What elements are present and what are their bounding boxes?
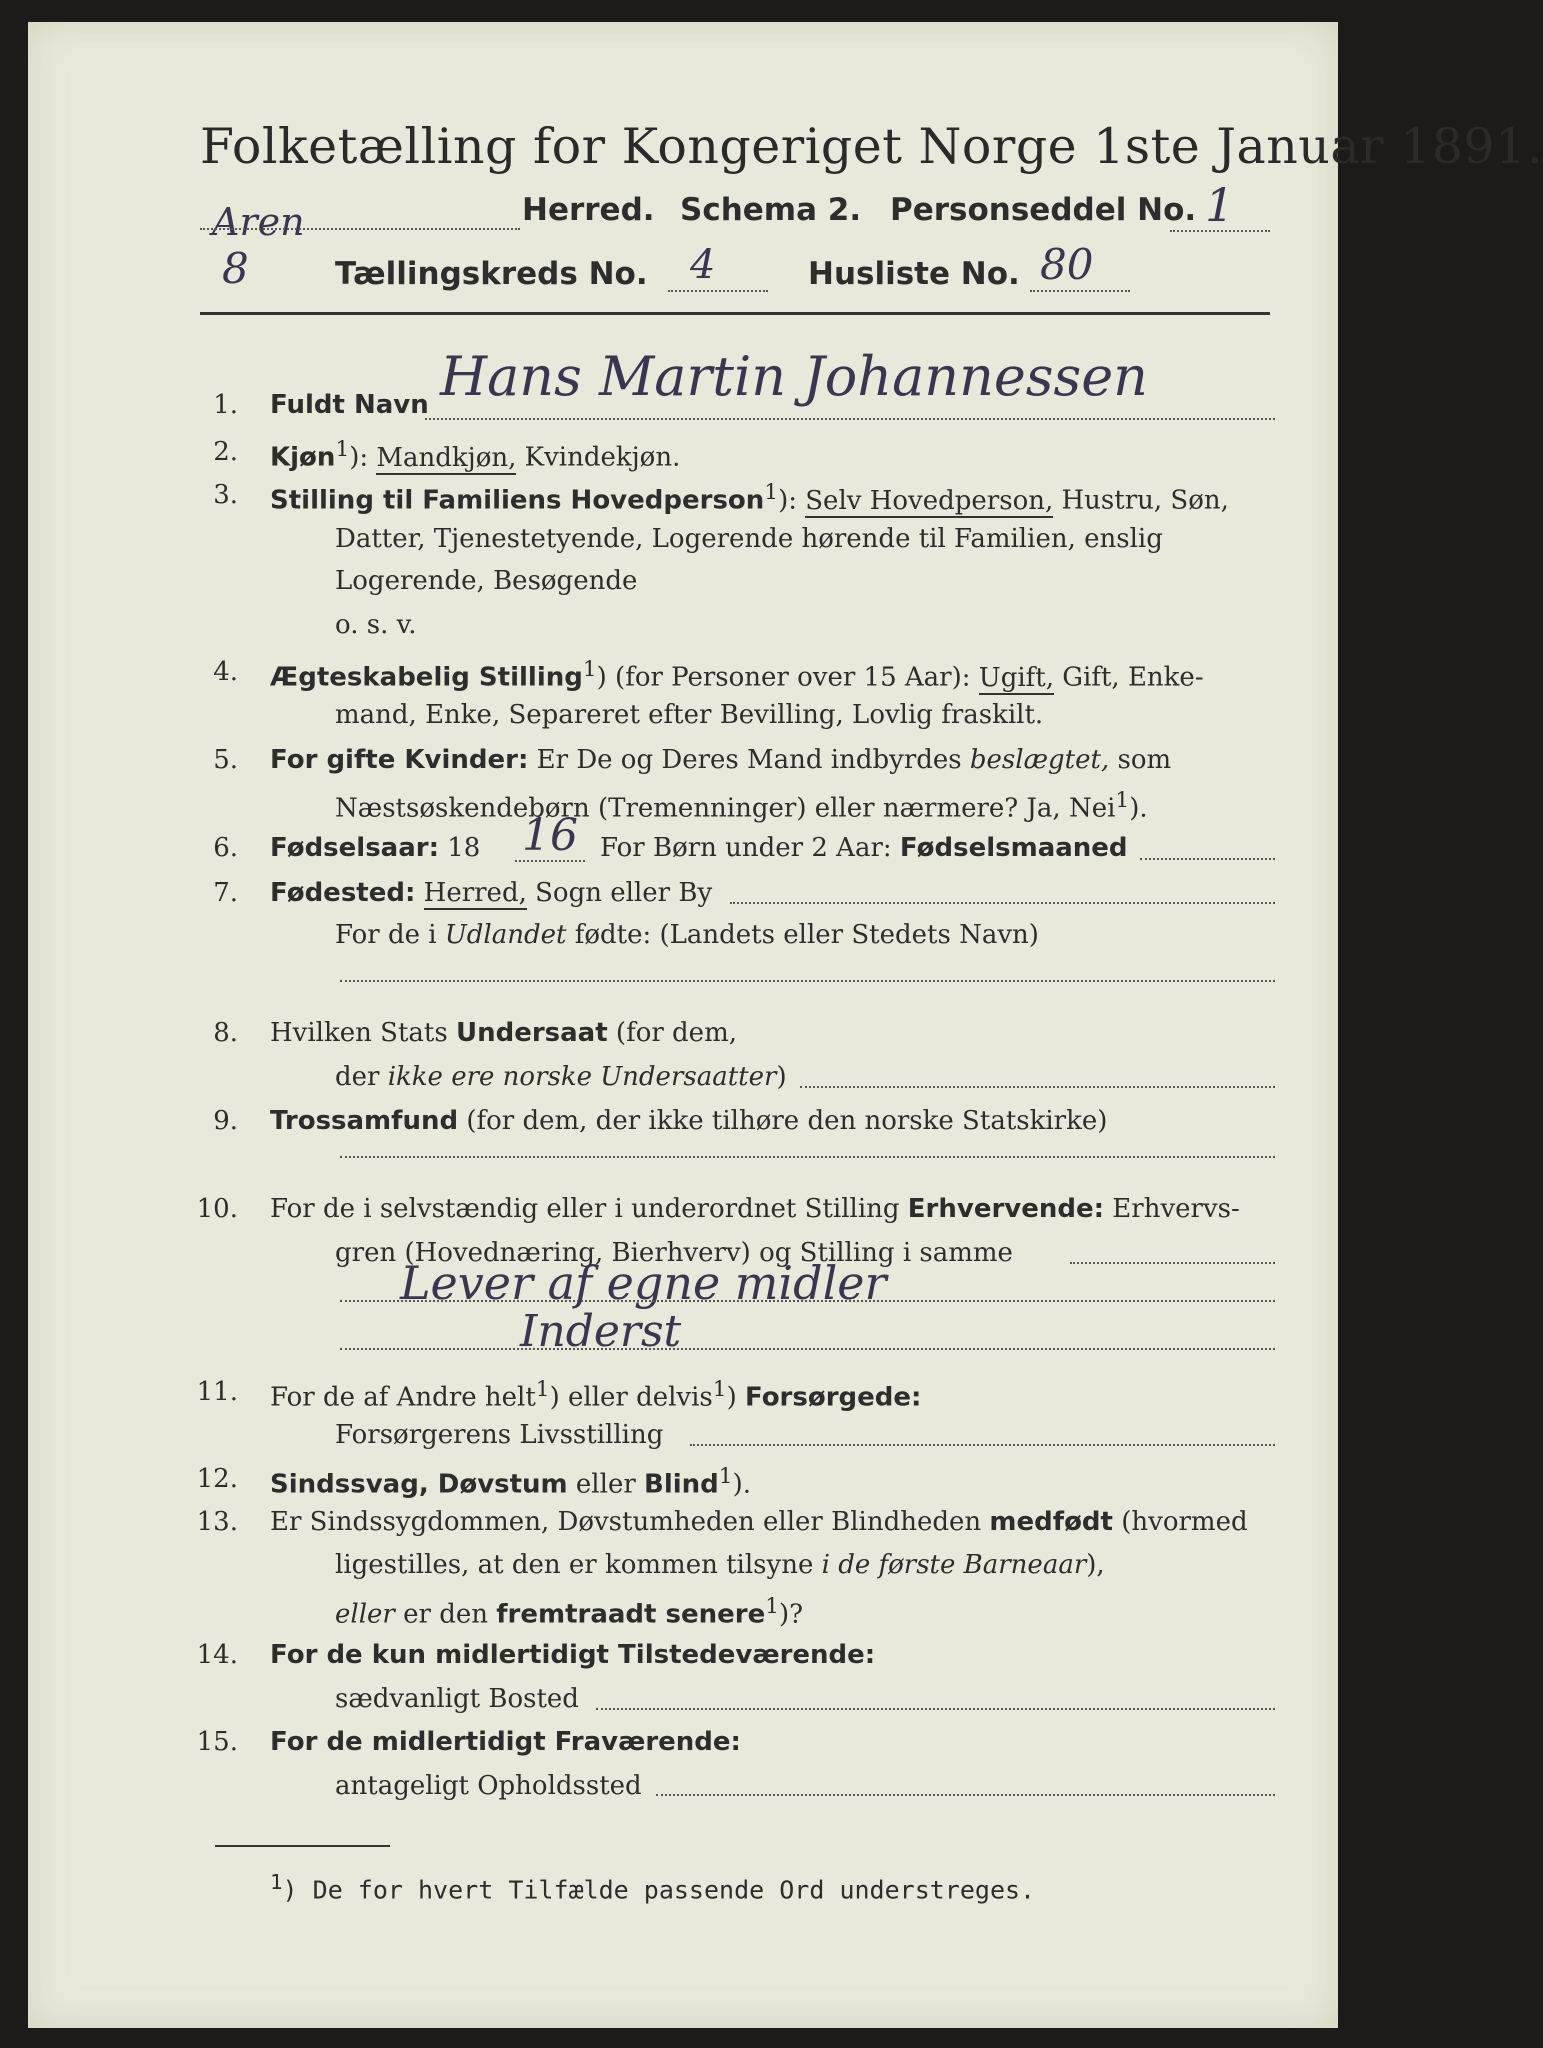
- q10-number: 10.: [196, 1194, 238, 1224]
- q10-answer2: Inderst: [520, 1306, 682, 1357]
- q3-line1: [270, 480, 1229, 516]
- q7-option-herred: Herred,: [423, 878, 527, 908]
- q6-prefix: 18: [439, 833, 481, 863]
- q7-answer-dotted-line: [340, 980, 1275, 982]
- husliste-dotted-line: [1030, 290, 1130, 292]
- schema-label: Schema 2.: [680, 192, 862, 228]
- q11-sup2: 1: [712, 1377, 727, 1402]
- q15-dotted-line: [656, 1794, 1275, 1796]
- q4-number: 4.: [213, 657, 238, 687]
- q13-line2b: ),: [1086, 1550, 1105, 1580]
- q6-month-dotted-line: [1140, 858, 1275, 860]
- q10-answer1: Lever af egne midler: [400, 1256, 887, 1310]
- q8-label: Undersaat: [455, 1018, 608, 1048]
- q6-mid: For Børn under 2 Aar:: [600, 833, 900, 863]
- q2-option-mandkjon: Mandkjøn,: [376, 442, 517, 473]
- q5-end: ).: [1129, 793, 1148, 824]
- q13-line3a: eller: [335, 1599, 395, 1630]
- q5-rest1b: som: [1109, 745, 1172, 775]
- q5-number: 5.: [213, 745, 238, 775]
- q7-dotted-line: [730, 902, 1275, 904]
- q13-line3b: er den: [394, 1599, 497, 1630]
- q3-line2: Datter, Tjenestetyende, Logerende hørende til Familien, enslig: [335, 524, 1163, 554]
- q13-em: i de første Barneaar: [821, 1550, 1087, 1580]
- q12-label2: Blind: [644, 1469, 719, 1500]
- q12-end: ).: [732, 1469, 751, 1500]
- q7-em: Udlandet: [444, 920, 567, 950]
- q10-line2-dotted-line: [1070, 1262, 1275, 1264]
- husliste-label: Husliste No.: [808, 256, 1020, 292]
- q15-number: 15.: [196, 1727, 238, 1757]
- q11-dotted-line: [690, 1444, 1275, 1446]
- q13-line3: [335, 1594, 803, 1630]
- q3-pre: ):: [778, 485, 806, 516]
- q10-line1: [270, 1194, 1240, 1224]
- q6-line: [270, 833, 480, 863]
- herred-dotted-line: [200, 228, 520, 230]
- q10-line2: gren (Hovednæring, Bierhverv) og Stilling i samme: [335, 1238, 1013, 1268]
- q7-line2b: fødte: (Landets eller Stedets Navn): [566, 920, 1039, 950]
- q12-label: Sindssvag, Døvstum: [270, 1469, 568, 1500]
- form-title: Folketælling for Kongeriget Norge 1ste Januar 1891.: [200, 118, 1543, 175]
- q7-rest1: Sogn eller By: [526, 878, 713, 908]
- q3-line3: Logerende, Besøgende: [335, 566, 638, 596]
- q3-rest1: Hustru, Søn,: [1053, 485, 1229, 516]
- footnote-sup: 1: [270, 1870, 283, 1894]
- q11-line1c: ): [726, 1382, 745, 1413]
- q4-rest1: Gift, Enke-: [1054, 662, 1204, 693]
- q8-line1a: Hvilken Stats: [270, 1018, 456, 1048]
- q1-number: 1.: [213, 390, 238, 420]
- q2-line: [270, 437, 680, 473]
- q3-number: 3.: [213, 480, 238, 510]
- q4-line1: [270, 657, 1204, 693]
- q7-label: Fødested:: [270, 878, 416, 908]
- q11-line2: Forsørgerens Livsstilling: [335, 1420, 664, 1450]
- q15-label: For de midlertidigt Fraværende:: [270, 1727, 741, 1757]
- q2-number: 2.: [213, 437, 238, 467]
- q4-line2: mand, Enke, Separeret efter Bevilling, Lovlig fraskilt.: [335, 700, 1044, 730]
- q14-line2: sædvanligt Bosted: [335, 1684, 579, 1714]
- q13-line2a: ligestilles, at den er kommen tilsyne: [335, 1550, 822, 1580]
- header-divider: [200, 312, 1270, 315]
- q6-label: Fødselsaar:: [270, 833, 439, 863]
- q12-number: 12.: [196, 1464, 238, 1494]
- q5-em: beslægtet,: [969, 745, 1110, 775]
- q6-number: 6.: [213, 833, 238, 863]
- q4-sup: 1: [582, 657, 597, 682]
- q8-number: 8.: [213, 1018, 238, 1048]
- q9-label: Trossamfund: [270, 1106, 459, 1136]
- footnote-divider: [215, 1845, 390, 1847]
- q11-number: 11.: [196, 1377, 238, 1407]
- q13-line1: [270, 1507, 1248, 1537]
- q6-year-dotted-line: [515, 860, 585, 862]
- q10-answer1-dotted-line: [340, 1300, 1275, 1302]
- q13-sup: 1: [765, 1594, 780, 1619]
- q8-line1: [270, 1018, 737, 1048]
- q13-label: medfødt: [989, 1507, 1113, 1537]
- footnote: [270, 1870, 1035, 1904]
- q3-option-selv: Selv Hovedperson,: [805, 485, 1054, 516]
- q5-line2-text: Næstsøskendebørn (Tremenninger) eller nærmere? Ja, Nei: [335, 793, 1116, 824]
- q10-line1b: Erhvervs-: [1104, 1194, 1240, 1224]
- q9-number: 9.: [213, 1106, 238, 1136]
- husliste-number: 80: [1040, 240, 1094, 289]
- personseddel-dotted-line: [1170, 230, 1270, 232]
- margin-number: 8: [222, 244, 249, 293]
- q11-line1: [270, 1377, 921, 1413]
- q3-line4: o. s. v.: [335, 610, 417, 640]
- q1-label: Fuldt Navn: [270, 390, 429, 420]
- q2-sup: 1: [335, 437, 350, 462]
- q8-line2a: der: [335, 1062, 388, 1092]
- q7-line2a: For de i: [335, 920, 445, 950]
- q2-text: ):: [349, 442, 377, 473]
- q6-answer: 16: [522, 810, 578, 861]
- q13-line2: [335, 1550, 1105, 1580]
- q12-rest: eller: [567, 1469, 645, 1500]
- q1-dotted-line: [425, 418, 1275, 420]
- q13-line1b: (hvormed: [1112, 1507, 1248, 1537]
- q11-line1a: For de af Andre helt: [270, 1382, 536, 1413]
- q5-line1: [270, 745, 1171, 775]
- q8-line2: [335, 1062, 787, 1092]
- q8-line1b: (for dem,: [607, 1018, 737, 1048]
- q3-sup: 1: [764, 480, 779, 505]
- q4-pre: ) (for Personer over 15 Aar):: [596, 662, 979, 693]
- q3-label: Stilling til Familiens Hovedperson: [270, 485, 765, 516]
- q4-option-ugift: Ugift,: [978, 662, 1054, 693]
- q10-line1a: For de i selvstændig eller i underordnet Stilling: [270, 1194, 908, 1224]
- taellingskreds-label: Tællingskreds No.: [335, 256, 648, 292]
- q12-line: [270, 1464, 751, 1500]
- q5-rest1: Er De og Deres Mand indbyrdes: [528, 745, 970, 775]
- q6-line-b: [600, 833, 1128, 863]
- personseddel-label: Personseddel No.: [890, 192, 1197, 228]
- personseddel-number: 1: [1205, 178, 1235, 232]
- q13-end: )?: [779, 1599, 804, 1630]
- q5-label: For gifte Kvinder:: [270, 745, 529, 775]
- q9-line: [270, 1106, 1107, 1136]
- footnote-text: ) De for hvert Tilfælde passende Ord understreges.: [282, 1875, 1036, 1905]
- herred-handwritten: Aren: [212, 200, 305, 244]
- q6-label2: Fødselsmaaned: [899, 833, 1128, 863]
- q5-sup: 1: [1115, 788, 1130, 813]
- q7-number: 7.: [213, 878, 238, 908]
- q13-number: 13.: [196, 1507, 238, 1537]
- q1-answer: Hans Martin Johannessen: [440, 345, 1148, 408]
- q11-label: Forsørgede:: [744, 1382, 922, 1413]
- q9-rest: (for dem, der ikke tilhøre den norske Statskirke): [458, 1106, 1108, 1136]
- q12-sup: 1: [718, 1464, 733, 1489]
- q14-dotted-line: [596, 1708, 1275, 1710]
- taellingskreds-number: 4: [690, 242, 716, 288]
- q14-label: For de kun midlertidigt Tilstedeværende:: [270, 1640, 876, 1670]
- q10-answer2-dotted-line: [340, 1348, 1275, 1350]
- q7-line1: [270, 878, 712, 908]
- q8-line2b: ): [776, 1062, 787, 1092]
- q10-label: Erhvervende:: [907, 1194, 1105, 1224]
- herred-label: Herred.: [522, 192, 655, 228]
- taellingskreds-dotted-line: [668, 290, 768, 292]
- q8-dotted-line: [800, 1086, 1275, 1088]
- q7-line2: [335, 920, 1039, 950]
- q9-answer-dotted-line: [340, 1156, 1275, 1158]
- q2-label: Kjøn: [270, 442, 336, 473]
- q11-line1b: ) eller delvis: [549, 1382, 713, 1413]
- q15-line2: antageligt Opholdssted: [335, 1771, 642, 1801]
- q13-label2: fremtraadt senere: [496, 1599, 766, 1630]
- q13-line1a: Er Sindssygdommen, Døvstumheden eller Blindheden: [270, 1507, 990, 1537]
- q14-number: 14.: [196, 1640, 238, 1670]
- q5-line2: [335, 788, 1148, 824]
- q8-em: ikke ere norske Undersaatter: [387, 1062, 777, 1092]
- q4-label: Ægteskabelig Stilling: [270, 662, 583, 693]
- q11-sup1: 1: [535, 1377, 550, 1402]
- q2-option-kvindekjon: Kvindekjøn.: [516, 442, 681, 473]
